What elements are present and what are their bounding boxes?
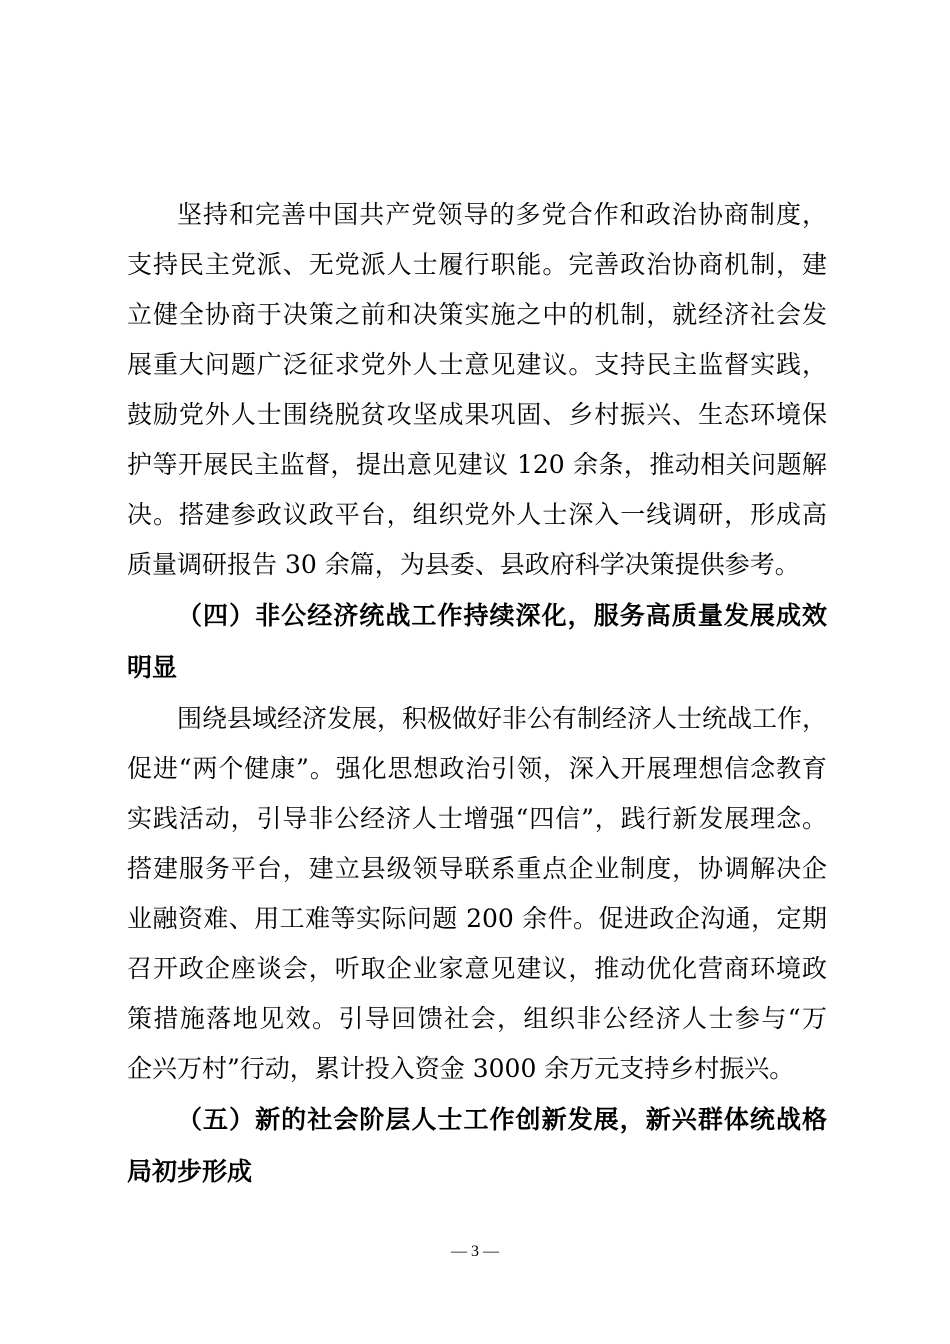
heading-line: 明显 <box>127 653 178 682</box>
text-line: 策措施落地见效。引导回馈社会，组织非公经济人士参与“万 <box>127 1004 827 1033</box>
text-line: 坚持和完善中国共产党领导的多党合作和政治协商制度， <box>177 200 827 229</box>
heading-line: 局初步形成 <box>127 1157 253 1186</box>
text-line: 搭建服务平台，建立县级领导联系重点企业制度，协调解决企 <box>127 854 827 883</box>
text-line: 围绕县域经济发展，积极做好非公有制经济人士统战工作， <box>177 704 828 733</box>
text-line: 质量调研报告 30 余篇，为县委、县政府科学决策提供参考。 <box>127 550 800 579</box>
section-heading-5 <box>127 1094 827 1198</box>
document-body <box>127 190 827 1198</box>
text-line: 决。搭建参政议政平台，组织党外人士深入一线调研，形成高 <box>127 500 827 529</box>
text-line: 召开政企座谈会，听取企业家意见建议，推动优化营商环境政 <box>127 954 827 983</box>
text-line: 支持民主党派、无党派人士履行职能。完善政治协商机制，建 <box>127 250 827 279</box>
text-line: 实践活动，引导非公经济人士增强“四信”，践行新发展理念。 <box>127 804 827 833</box>
section-heading-4 <box>127 590 827 694</box>
text-line: 企兴万村”行动，累计投入资金 3000 余万元支持乡村振兴。 <box>127 1054 795 1083</box>
heading-line: （五）新的社会阶层人士工作创新发展，新兴群体统战格 <box>177 1105 827 1134</box>
paragraph-non-public-economy <box>127 694 827 1094</box>
paragraph-multiparty-cooperation <box>127 190 827 590</box>
text-line: 业融资难、用工难等实际问题 200 余件。促进政企沟通，定期 <box>127 904 827 933</box>
text-line: 展重大问题广泛征求党外人士意见建议。支持民主监督实践， <box>127 350 827 379</box>
text-line: 鼓励党外人士围绕脱贫攻坚成果巩固、乡村振兴、生态环境保 <box>127 400 827 429</box>
text-line: 促进“两个健康”。强化思想政治引领，深入开展理想信念教育 <box>127 754 827 783</box>
text-line: 护等开展民主监督，提出意见建议 120 余条，推动相关问题解 <box>127 450 827 479</box>
page-number: — 3 — <box>451 1243 499 1260</box>
heading-line: （四）非公经济统战工作持续深化，服务高质量发展成效 <box>177 601 827 630</box>
text-line: 立健全协商于决策之前和决策实施之中的机制，就经济社会发 <box>127 300 827 329</box>
